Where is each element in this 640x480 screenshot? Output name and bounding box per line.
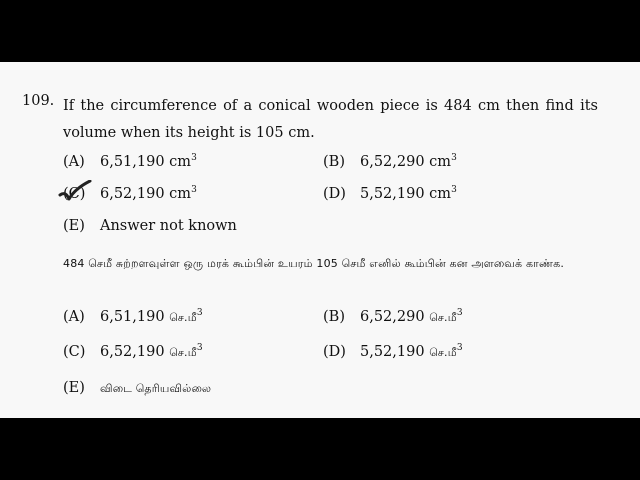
unit-power: 3 bbox=[191, 153, 197, 163]
option-value: 6,51,190 bbox=[100, 309, 165, 325]
question-text-english: If the circumference of a conical wooden piece is 484 cm then find its volume when its height is 105 cm. bbox=[63, 98, 598, 141]
unit-power: 3 bbox=[451, 153, 457, 163]
unit-power: 3 bbox=[191, 185, 197, 195]
option-d-english[interactable] bbox=[323, 185, 457, 202]
option-value: 6,51,190 cm bbox=[100, 154, 192, 170]
option-value: 5,52,190 bbox=[360, 344, 425, 360]
option-unit: செ.மீ bbox=[169, 346, 197, 359]
unit-power: 3 bbox=[451, 185, 457, 195]
option-unit: செ.மீ bbox=[169, 311, 197, 324]
option-value: Answer not known bbox=[100, 218, 237, 234]
unit-power: 3 bbox=[196, 343, 203, 353]
question-paper bbox=[0, 62, 640, 418]
option-label: (E) bbox=[63, 380, 85, 396]
option-a-english[interactable] bbox=[63, 153, 197, 170]
option-b-english[interactable] bbox=[323, 153, 457, 170]
option-value: 6,52,190 bbox=[100, 344, 165, 360]
option-e-english[interactable] bbox=[63, 218, 237, 234]
option-label: (A) bbox=[63, 154, 85, 170]
option-value: விடை தெரியவில்லை bbox=[100, 382, 212, 395]
option-label: (D) bbox=[323, 186, 346, 202]
option-value: 5,52,190 cm bbox=[360, 186, 452, 202]
option-e-tamil[interactable] bbox=[63, 380, 211, 397]
option-label: (C) bbox=[63, 344, 86, 360]
option-label: (B) bbox=[323, 154, 345, 170]
option-label: (C) bbox=[63, 186, 86, 202]
option-label: (A) bbox=[63, 309, 85, 325]
unit-power: 3 bbox=[456, 343, 463, 353]
unit-power: 3 bbox=[196, 308, 203, 318]
option-value: 6,52,290 bbox=[360, 309, 425, 325]
question-text-tamil: 484 செமீ சுற்றளவுள்ள ஒரு மரக் கூம்பின் உயரம் 105 செமீ எனில் கூம்பின் கன அளவைக் காண்க. bbox=[63, 257, 565, 270]
checkmark-icon bbox=[58, 180, 92, 202]
question-number: 109. bbox=[22, 93, 55, 109]
unit-power: 3 bbox=[456, 308, 463, 318]
option-label: (E) bbox=[63, 218, 85, 234]
option-label: (B) bbox=[323, 309, 345, 325]
option-d-tamil[interactable] bbox=[323, 343, 463, 361]
option-b-tamil[interactable] bbox=[323, 308, 463, 326]
option-value: 6,52,290 cm bbox=[360, 154, 452, 170]
option-value: 6,52,190 cm bbox=[100, 186, 192, 202]
option-a-tamil[interactable] bbox=[63, 308, 203, 326]
option-label: (D) bbox=[323, 344, 346, 360]
option-unit: செ.மீ bbox=[429, 346, 457, 359]
option-c-tamil[interactable] bbox=[63, 343, 203, 361]
option-unit: செ.மீ bbox=[429, 311, 457, 324]
